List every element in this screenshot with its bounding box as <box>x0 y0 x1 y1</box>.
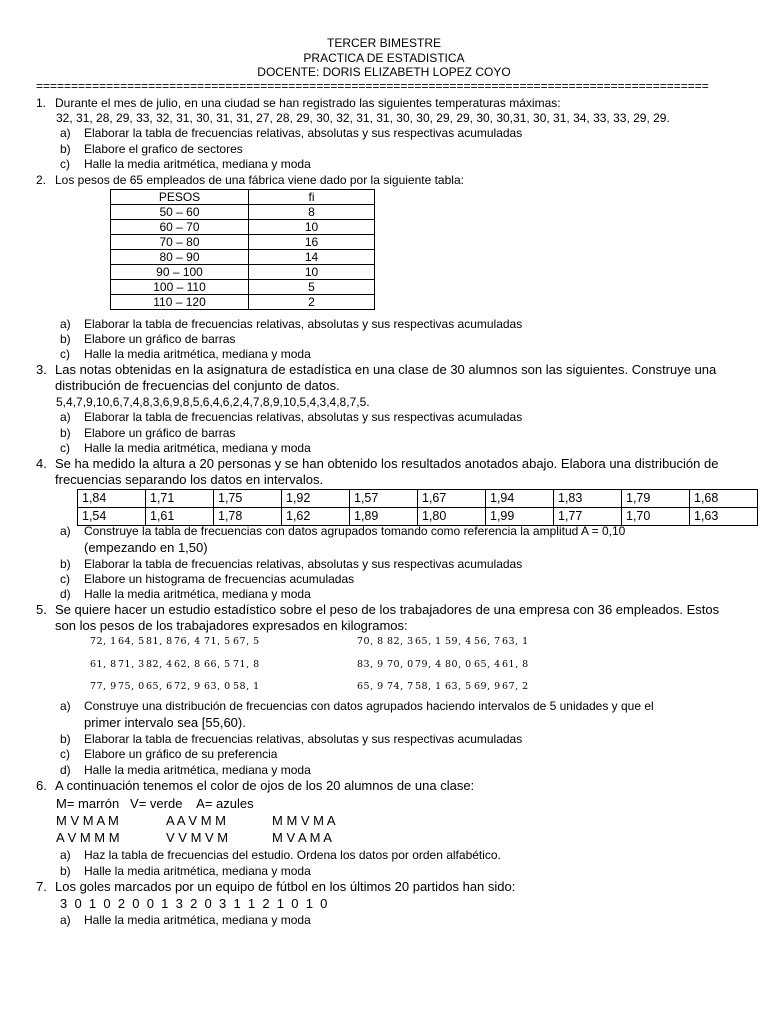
question-number: 2. <box>36 173 47 187</box>
height-cell: 1,78 <box>214 508 282 526</box>
question-number: 7. <box>36 879 47 894</box>
question-7 <box>36 879 515 895</box>
table-header-pesos: PESOS <box>111 190 249 205</box>
height-cell: 1,68 <box>690 490 758 508</box>
height-cell: 1,67 <box>418 490 486 508</box>
question-text: A continuación tenemos el color de ojos de los 20 alumnos de una clase: <box>55 778 475 793</box>
color-group: A V M M M <box>56 830 120 845</box>
question-2 <box>36 173 464 188</box>
table-row <box>111 265 375 280</box>
heights-table <box>77 489 758 526</box>
weight-value: 77, 9 <box>90 681 117 692</box>
question-text-cont: son los pesos de los trabajadores expresados en kilogramos: <box>55 618 408 633</box>
height-cell: 1,77 <box>554 508 622 526</box>
sub-item-b: b) Elabore un gráfico de barras <box>60 332 236 346</box>
sub-item-a: a) Elaborar la tabla de frecuencias relativas, absolutas y sus respectivas acumuladas <box>60 410 523 424</box>
sub-item-b: b) Elaborar la tabla de frecuencias relativas, absolutas y sus respectivas acumuladas <box>60 732 523 746</box>
separator-line: ================================================================================================ <box>36 79 709 92</box>
question-text: Se quiere hacer un estudio estadístico sobre el peso de los trabajadores de una empresa con 36 empleados. Estos <box>55 602 720 617</box>
table-header-row <box>111 190 375 205</box>
weight-value: 58, 1 <box>415 681 442 692</box>
cell-pesos: 80 – 90 <box>111 250 249 265</box>
weight-value: 72, 9 <box>174 681 201 692</box>
table-row <box>111 250 375 265</box>
question-number: 5. <box>36 602 47 617</box>
question-data: 5,4,7,9,10,6,7,4,8,3,6,9,8,5,6,4,6,2,4,7,8,9,10,5,4,3,4,8,7,5. <box>56 395 370 409</box>
height-cell: 1,92 <box>282 490 350 508</box>
sub-item-a: a) Elaborar la tabla de frecuencias relativas, absolutas y sus respectivas acumuladas <box>60 126 523 140</box>
cell-fi: 2 <box>249 295 375 310</box>
sub-item-a-cont: primer intervalo sea [55,60). <box>84 715 246 730</box>
weight-value: 61, 8 <box>502 659 529 670</box>
height-cell: 1,54 <box>78 508 146 526</box>
weight-value: 65, 1 <box>415 636 442 647</box>
table-header-fi: fi <box>249 190 375 205</box>
sub-item-a: a) Construye una distribución de frecuencias con datos agrupados haciendo intervalos de 5 unidades y que el <box>60 699 654 713</box>
color-group: M V M A M <box>56 813 119 828</box>
height-cell: 1,89 <box>350 508 418 526</box>
weight-value: 59, 4 <box>445 636 472 647</box>
height-cell: 1,94 <box>486 490 554 508</box>
height-cell: 1,84 <box>78 490 146 508</box>
weight-value: 83, 9 <box>357 659 384 670</box>
weight-value: 66, 5 <box>204 659 231 670</box>
color-legend: M= marrón V= verde A= azules <box>56 796 254 811</box>
sub-item-b: b) Elabore el grafico de sectores <box>60 142 243 156</box>
sub-item-b: b) Elabore un gráfico de barras <box>60 426 236 440</box>
height-cell: 1,80 <box>418 508 486 526</box>
cell-pesos: 50 – 60 <box>111 205 249 220</box>
sub-item-c: c) Elabore un histograma de frecuencias acumuladas <box>60 572 355 586</box>
cell-pesos: 90 – 100 <box>111 265 249 280</box>
question-text: Los goles marcados por un equipo de fútbol en los últimos 20 partidos han sido: <box>55 879 516 894</box>
color-group: M V A M A <box>272 830 332 845</box>
weight-value: 70, 0 <box>387 659 414 670</box>
question-number: 6. <box>36 778 47 793</box>
weight-value: 75, 0 <box>118 681 145 692</box>
height-cell: 1,57 <box>350 490 418 508</box>
weight-value: 67, 5 <box>233 636 260 647</box>
goals-data: 3 0 1 0 2 0 0 1 3 2 0 3 1 1 2 1 0 1 0 <box>60 896 328 911</box>
header-subtitle: PRACTICA DE ESTADISTICA <box>303 50 465 65</box>
weight-value: 58, 1 <box>233 681 260 692</box>
weight-value: 63, 1 <box>502 636 529 647</box>
height-cell: 1,83 <box>554 490 622 508</box>
question-number: 3. <box>36 362 47 377</box>
weight-value: 71, 3 <box>118 659 145 670</box>
cell-fi: 16 <box>249 235 375 250</box>
document-header <box>0 0 768 80</box>
weight-value: 69, 9 <box>474 681 501 692</box>
weight-value: 63, 0 <box>204 681 231 692</box>
weight-value: 65, 9 <box>357 681 384 692</box>
question-text: Las notas obtenidas en la asignatura de estadística en una clase de 30 alumnos son las siguientes. Construye una <box>55 362 717 377</box>
sub-item-c: c) Halle la media aritmética, mediana y moda <box>60 157 311 171</box>
weight-value: 70, 8 <box>357 636 384 647</box>
weight-value: 82, 3 <box>387 636 414 647</box>
height-cell: 1,63 <box>690 508 758 526</box>
cell-fi: 8 <box>249 205 375 220</box>
cell-fi: 5 <box>249 280 375 295</box>
height-cell: 1,99 <box>486 508 554 526</box>
sub-item-a-cont: (empezando en 1,50) <box>84 540 208 555</box>
weight-value: 65, 6 <box>146 681 173 692</box>
header-teacher: DOCENTE: DORIS ELIZABETH LOPEZ COYO <box>257 65 511 79</box>
question-data: 32, 31, 28, 29, 33, 32, 31, 30, 31, 31, 27, 28, 29, 30, 32, 31, 31, 30, 30, 29, 29, 30, 30,31, 30, 31, 34, 33, 33, 29, 29. <box>56 111 670 125</box>
weight-value: 62, 8 <box>174 659 201 670</box>
table-row <box>111 220 375 235</box>
question-number: 1. <box>36 96 47 110</box>
sub-item-a: a) Halle la media aritmética, mediana y moda <box>60 913 311 927</box>
sub-item-c: c) Halle la media aritmética, mediana y moda <box>60 347 311 361</box>
height-cell: 1,79 <box>622 490 690 508</box>
header-title: TERCER BIMESTRE <box>326 36 441 50</box>
question-text-cont: frecuencias separando los datos en intervalos. <box>55 472 324 487</box>
height-cell: 1,70 <box>622 508 690 526</box>
question-text: Durante el mes de julio, en una ciudad se han registrado las siguientes temperaturas máximas: <box>55 96 561 110</box>
table-row <box>78 490 758 508</box>
question-text-cont: distribución de frecuencias del conjunto de datos. <box>55 378 340 393</box>
height-cell: 1,71 <box>146 490 214 508</box>
height-cell: 1,62 <box>282 508 350 526</box>
weight-value: 71, 8 <box>233 659 260 670</box>
weight-value: 82, 4 <box>146 659 173 670</box>
weight-value: 79, 4 <box>415 659 442 670</box>
sub-item-b: b) Elaborar la tabla de frecuencias relativas, absolutas y sus respectivas acumuladas <box>60 557 523 571</box>
sub-item-d: d) Halle la media aritmética, mediana y moda <box>60 587 311 601</box>
height-cell: 1,75 <box>214 490 282 508</box>
cell-fi: 10 <box>249 265 375 280</box>
weight-value: 72, 1 <box>90 636 117 647</box>
table-row <box>111 295 375 310</box>
cell-pesos: 110 – 120 <box>111 295 249 310</box>
weight-value: 65, 4 <box>474 659 501 670</box>
cell-pesos: 70 – 80 <box>111 235 249 250</box>
weight-value: 63, 5 <box>445 681 472 692</box>
sub-item-a: a) Haz la tabla de frecuencias del estudio. Ordena los datos por orden alfabético. <box>60 848 501 862</box>
question-6 <box>36 778 474 794</box>
weight-value: 71, 5 <box>204 636 231 647</box>
question-5 <box>36 602 719 618</box>
color-group: A A V M M <box>166 813 226 828</box>
question-number: 4. <box>36 456 47 471</box>
sub-item-c: c) Halle la media aritmética, mediana y moda <box>60 441 311 455</box>
color-group: V V M V M <box>166 830 229 845</box>
cell-fi: 10 <box>249 220 375 235</box>
question-text: Se ha medido la altura a 20 personas y se han obtenido los resultados anotados abajo. Elabora una distribución de <box>55 456 719 471</box>
table-row <box>111 280 375 295</box>
weight-value: 64, 5 <box>118 636 145 647</box>
cell-pesos: 100 – 110 <box>111 280 249 295</box>
sub-item-a: a) Construye la tabla de frecuencias con datos agrupados tomando como referencia la amplitud A = 0,10 <box>60 524 626 538</box>
sub-item-d: d) Halle la media aritmética, mediana y moda <box>60 763 311 777</box>
height-cell: 1,61 <box>146 508 214 526</box>
table-row <box>111 235 375 250</box>
cell-fi: 14 <box>249 250 375 265</box>
sub-item-a: a) Elaborar la tabla de frecuencias relativas, absolutas y sus respectivas acumuladas <box>60 317 523 331</box>
question-text: Los pesos de 65 empleados de una fábrica viene dado por la siguiente tabla: <box>55 173 464 187</box>
sub-item-c: c) Elabore un gráfico de su preferencia <box>60 747 278 761</box>
color-group: M M V M A <box>272 813 336 828</box>
sub-item-b: b) Halle la media aritmética, mediana y moda <box>60 864 311 878</box>
question-4 <box>36 456 718 472</box>
weight-value: 81, 8 <box>146 636 173 647</box>
question-3 <box>36 362 716 378</box>
weight-value: 74, 7 <box>387 681 414 692</box>
table-row <box>111 205 375 220</box>
cell-pesos: 60 – 70 <box>111 220 249 235</box>
table-row <box>78 508 758 526</box>
weight-value: 76, 4 <box>174 636 201 647</box>
weight-value: 80, 0 <box>445 659 472 670</box>
weight-value: 67, 2 <box>502 681 529 692</box>
weights-table <box>110 189 375 310</box>
question-1 <box>36 96 561 111</box>
weight-value: 61, 8 <box>90 659 117 670</box>
weight-value: 56, 7 <box>474 636 501 647</box>
